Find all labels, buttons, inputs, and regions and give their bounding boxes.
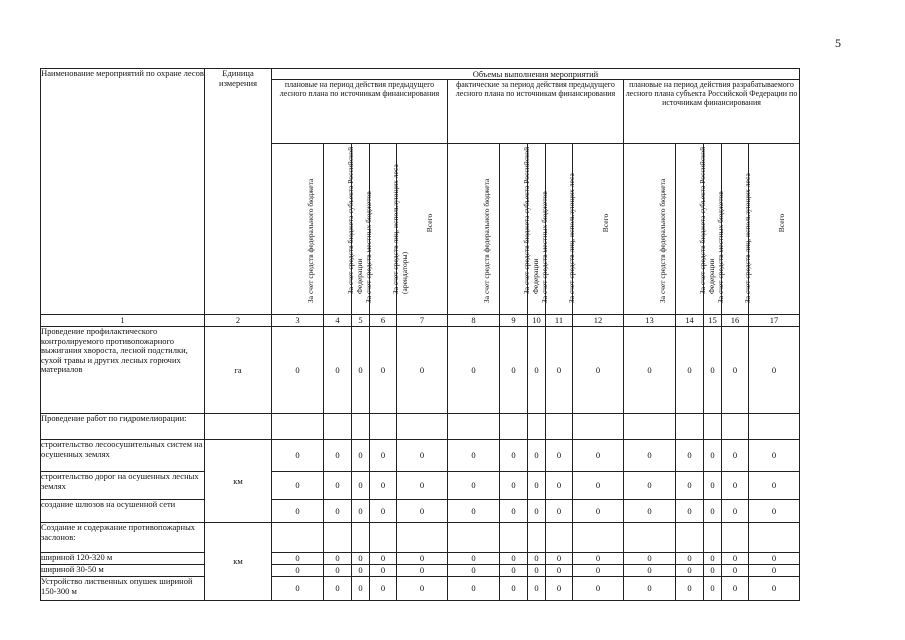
unit-cell: [205, 414, 272, 440]
column-number: 1: [41, 315, 205, 327]
value-cell: 0: [528, 565, 546, 577]
value-cell: 0: [272, 577, 324, 601]
column-number: 5: [352, 315, 370, 327]
subheader-text: За счет средств федерального бюджета: [657, 178, 667, 303]
value-cell: 0: [624, 472, 676, 500]
value-cell: 0: [546, 577, 573, 601]
value-cell: 0: [749, 440, 800, 472]
value-cell: 0: [749, 500, 800, 523]
value-cell: 0: [749, 577, 800, 601]
value-cell: 0: [352, 472, 370, 500]
subheader-g1-forest-users: [370, 144, 409, 315]
value-cell: [624, 414, 676, 440]
value-cell: 0: [370, 553, 397, 565]
value-cell: 0: [749, 327, 800, 414]
value-cell: 0: [749, 553, 800, 565]
value-cell: 0: [272, 472, 324, 500]
value-cell: [324, 523, 352, 553]
value-cell: [722, 523, 749, 553]
group-title-planned-previous: плановые на период действия предыдущего лесного плана по источникам финансирования: [272, 80, 448, 144]
value-cell: [448, 523, 500, 553]
value-cell: 0: [500, 565, 528, 577]
value-cell: 0: [676, 565, 704, 577]
value-cell: [722, 414, 749, 440]
value-cell: 0: [370, 500, 397, 523]
value-cell: 0: [500, 440, 528, 472]
value-cell: [352, 523, 370, 553]
subheader-text: За счет средств лиц, использующих леса: [743, 172, 752, 303]
unit-cell: км: [205, 523, 272, 601]
value-cell: 0: [500, 577, 528, 601]
value-cell: [528, 523, 546, 553]
value-cell: 0: [272, 553, 324, 565]
value-cell: 0: [704, 565, 722, 577]
value-cell: 0: [528, 472, 546, 500]
value-cell: 0: [352, 327, 370, 414]
column-number: 9: [500, 315, 528, 327]
value-cell: 0: [272, 440, 324, 472]
value-cell: 0: [397, 553, 448, 565]
value-cell: [546, 414, 573, 440]
column-number: 8: [448, 315, 500, 327]
value-cell: [370, 523, 397, 553]
value-cell: 0: [448, 553, 500, 565]
value-cell: 0: [704, 327, 722, 414]
value-cell: 0: [546, 553, 573, 565]
activity-name: создание шлюзов на осушенной сети: [41, 500, 205, 523]
value-cell: 0: [370, 565, 397, 577]
value-cell: [397, 414, 448, 440]
value-cell: [528, 414, 546, 440]
value-cell: 0: [624, 565, 676, 577]
value-cell: [500, 414, 528, 440]
value-cell: 0: [272, 327, 324, 414]
value-cell: 0: [722, 565, 749, 577]
table-row: [41, 327, 800, 414]
subheader-text: Всего: [601, 213, 610, 232]
value-cell: 0: [397, 500, 448, 523]
value-cell: 0: [448, 327, 500, 414]
subheader-g2-forest-users: [546, 144, 576, 315]
column-number: 4: [324, 315, 352, 327]
activity-name: Проведение работ по гидромелиорации:: [41, 414, 205, 440]
subheader-g3-total: [749, 144, 800, 315]
value-cell: 0: [546, 472, 573, 500]
value-cell: 0: [370, 327, 397, 414]
subheader-g3-federal-budget: [624, 144, 676, 315]
subheader-text: За счет средств местных бюджетов: [539, 190, 549, 303]
value-cell: 0: [624, 500, 676, 523]
value-cell: 0: [370, 577, 397, 601]
value-cell: 0: [573, 472, 624, 500]
value-cell: 0: [324, 440, 352, 472]
value-cell: [500, 523, 528, 553]
value-cell: 0: [352, 500, 370, 523]
column-number: 11: [546, 315, 573, 327]
table-row: [41, 440, 800, 472]
value-cell: 0: [272, 500, 324, 523]
value-cell: 0: [528, 577, 546, 601]
column-number: 6: [370, 315, 397, 327]
value-cell: [352, 414, 370, 440]
value-cell: [370, 414, 397, 440]
value-cell: 0: [528, 327, 546, 414]
subheader-text: За счет средств местных бюджетов: [715, 190, 725, 303]
value-cell: 0: [573, 327, 624, 414]
value-cell: 0: [500, 472, 528, 500]
value-cell: 0: [546, 327, 573, 414]
group-title-planned-new: плановые на период действия разрабатываемого лесного плана субъекта Российской Федерации по источникам финансирования: [624, 80, 800, 144]
value-cell: [448, 414, 500, 440]
subheader-text: Всего: [425, 213, 434, 232]
value-cell: 0: [546, 500, 573, 523]
value-cell: 0: [704, 500, 722, 523]
value-cell: 0: [573, 500, 624, 523]
subheader-text: За счет средств федерального бюджета: [481, 178, 491, 303]
value-cell: 0: [624, 327, 676, 414]
value-cell: 0: [573, 553, 624, 565]
table-row: [41, 414, 800, 440]
value-cell: 0: [722, 440, 749, 472]
value-cell: [676, 523, 704, 553]
subheader-text: За счет средств бюджета субъекта Российской Федерации: [345, 146, 363, 294]
value-cell: [546, 523, 573, 553]
subheader-g2-local-budget: [528, 144, 549, 315]
value-cell: 0: [722, 553, 749, 565]
value-cell: 0: [704, 440, 722, 472]
value-cell: 0: [676, 440, 704, 472]
value-cell: 0: [397, 565, 448, 577]
value-cell: 0: [704, 553, 722, 565]
subheader-g1-local-budget: [352, 144, 373, 315]
value-cell: 0: [624, 440, 676, 472]
activity-name: шириной 30-50 м: [41, 565, 205, 577]
table-row: [41, 577, 800, 601]
table-row: [41, 553, 800, 565]
value-cell: 0: [749, 565, 800, 577]
value-cell: 0: [352, 440, 370, 472]
value-cell: 0: [676, 553, 704, 565]
value-cell: 0: [448, 500, 500, 523]
value-cell: 0: [722, 472, 749, 500]
unit-cell: км: [205, 440, 272, 523]
table-row: [41, 523, 800, 553]
value-cell: 0: [324, 565, 352, 577]
value-cell: 0: [722, 577, 749, 601]
column-number: 10: [528, 315, 546, 327]
activity-name: строительство лесоосушительных систем на осушенных землях: [41, 440, 205, 472]
value-cell: 0: [500, 500, 528, 523]
column-number: 14: [676, 315, 704, 327]
value-cell: 0: [500, 327, 528, 414]
value-cell: 0: [676, 472, 704, 500]
value-cell: 0: [272, 565, 324, 577]
activity-name: шириной 120-320 м: [41, 553, 205, 565]
value-cell: 0: [370, 472, 397, 500]
activity-name: Устройство лиственных опушек шириной 150-300 м: [41, 577, 205, 601]
value-cell: [704, 523, 722, 553]
value-cell: 0: [749, 472, 800, 500]
table-row: [41, 565, 800, 577]
forest-protection-table: [40, 68, 800, 601]
value-cell: 0: [676, 577, 704, 601]
column-number: 12: [573, 315, 624, 327]
value-cell: 0: [624, 577, 676, 601]
activity-name: строительство дорог на осушенных лесных землях: [41, 472, 205, 500]
subheader-text: За счет средств бюджета субъекта Российской Федерации: [521, 146, 539, 294]
value-cell: 0: [397, 472, 448, 500]
column-number: 15: [704, 315, 722, 327]
value-cell: 0: [624, 553, 676, 565]
value-cell: [624, 523, 676, 553]
value-cell: 0: [546, 440, 573, 472]
value-cell: 0: [324, 577, 352, 601]
value-cell: [749, 523, 800, 553]
value-cell: 0: [704, 577, 722, 601]
header-volumes: Объемы выполнения мероприятий: [272, 69, 800, 80]
value-cell: 0: [397, 440, 448, 472]
value-cell: [704, 414, 722, 440]
subheader-g2-total: [573, 144, 624, 315]
column-number: 7: [397, 315, 448, 327]
value-cell: 0: [352, 565, 370, 577]
value-cell: 0: [448, 440, 500, 472]
subheader-g3-local-budget: [704, 144, 725, 315]
value-cell: 0: [528, 500, 546, 523]
subheader-text: Всего: [777, 213, 786, 232]
value-cell: 0: [448, 565, 500, 577]
value-cell: [749, 414, 800, 440]
subheader-text: За счет средств федерального бюджета: [305, 178, 315, 303]
subheader-text: За счет средств местных бюджетов: [363, 190, 373, 303]
subheader-g3-regional-budget: [676, 144, 715, 315]
value-cell: 0: [573, 440, 624, 472]
value-cell: [397, 523, 448, 553]
table-row: [41, 500, 800, 523]
column-number: 13: [624, 315, 676, 327]
value-cell: [573, 523, 624, 553]
subheader-g2-regional-budget: [500, 144, 539, 315]
subheader-text: За счет средств лиц, использующих леса (арендаторы): [391, 164, 409, 294]
table-row: [41, 472, 800, 500]
header-name-col: Наименование мероприятий по охране лесов: [41, 69, 205, 315]
value-cell: 0: [573, 577, 624, 601]
unit-cell: га: [205, 327, 272, 414]
value-cell: 0: [676, 500, 704, 523]
subheader-g3-forest-users: [722, 144, 752, 315]
subheader-g1-federal-budget: [272, 144, 324, 315]
activity-name: Проведение профилактического контролируемого противопожарного выжигания хвороста, лесной подстилки, сухой травы и других лесных горючих материалов: [41, 327, 205, 414]
activity-name: Создание и содержание противопожарных заслонов:: [41, 523, 205, 553]
value-cell: [324, 414, 352, 440]
value-cell: 0: [500, 553, 528, 565]
subheader-g2-federal-budget: [448, 144, 500, 315]
value-cell: 0: [528, 553, 546, 565]
value-cell: [676, 414, 704, 440]
subheader-text: За счет средств лиц, использующих леса: [567, 172, 576, 303]
header-unit-col: Единица измерения: [205, 69, 272, 315]
value-cell: 0: [324, 327, 352, 414]
column-number-row: [41, 315, 800, 327]
value-cell: 0: [448, 472, 500, 500]
page-number: 5: [835, 36, 841, 50]
value-cell: 0: [324, 553, 352, 565]
value-cell: 0: [722, 327, 749, 414]
value-cell: 0: [704, 472, 722, 500]
value-cell: 0: [370, 440, 397, 472]
header-row-1: [41, 69, 800, 80]
value-cell: 0: [352, 553, 370, 565]
value-cell: 0: [722, 500, 749, 523]
value-cell: 0: [448, 577, 500, 601]
value-cell: 0: [324, 472, 352, 500]
value-cell: 0: [324, 500, 352, 523]
value-cell: [573, 414, 624, 440]
subheader-g1-regional-budget: [324, 144, 363, 315]
value-cell: 0: [397, 327, 448, 414]
value-cell: 0: [352, 577, 370, 601]
value-cell: 0: [546, 565, 573, 577]
column-number: 3: [272, 315, 324, 327]
value-cell: 0: [397, 577, 448, 601]
subheader-g1-total: [397, 144, 448, 315]
column-number: 17: [749, 315, 800, 327]
value-cell: 0: [573, 565, 624, 577]
value-cell: [272, 414, 324, 440]
group-title-actual-previous: фактические за период действия предыдущего лесного плана по источникам финансирования: [448, 80, 624, 144]
value-cell: 0: [676, 327, 704, 414]
value-cell: 0: [528, 440, 546, 472]
column-number: 2: [205, 315, 272, 327]
subheader-text: За счет средств бюджета субъекта Российской Федерации: [697, 146, 715, 294]
column-number: 16: [722, 315, 749, 327]
value-cell: [272, 523, 324, 553]
